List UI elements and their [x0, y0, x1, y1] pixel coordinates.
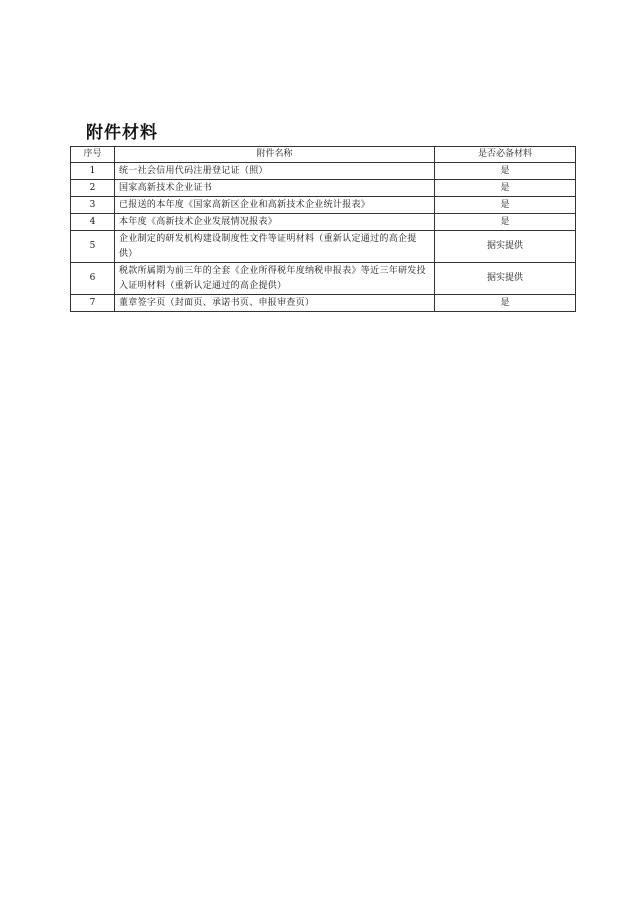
- row-no: 5: [71, 231, 115, 263]
- row-name: 董章签字页（封面页、承诺书页、申报审查页）: [115, 295, 435, 312]
- row-name: 统一社会信用代码注册登记证（照）: [115, 163, 435, 180]
- row-no: 6: [71, 263, 115, 295]
- row-required: 据实提供: [435, 231, 576, 263]
- row-name: 国家高新技术企业证书: [115, 180, 435, 197]
- table-row: [71, 163, 576, 180]
- table-row: [71, 197, 576, 214]
- row-required: 据实提供: [435, 263, 576, 295]
- row-required: 是: [435, 295, 576, 312]
- table-header-row: [71, 147, 576, 163]
- row-no: 7: [71, 295, 115, 312]
- attachments-table: [70, 146, 576, 312]
- table-row: [71, 214, 576, 231]
- row-required: 是: [435, 214, 576, 231]
- row-name: 企业制定的研发机构建设制度性文件等证明材料（重新认定通过的高企提供）: [115, 231, 435, 263]
- row-name: 本年度《高新技术企业发展情况报表》: [115, 214, 435, 231]
- row-name: 税款所属期为前三年的全套《企业所得税年度纳税申报表》等近三年研发投入证明材料（重新认定通过的高企提供）: [115, 263, 435, 295]
- row-no: 3: [71, 197, 115, 214]
- header-name: 附件名称: [115, 147, 435, 163]
- table-row: [71, 231, 576, 263]
- row-no: 1: [71, 163, 115, 180]
- table-row: [71, 180, 576, 197]
- header-required: 是否必备材料: [435, 147, 576, 163]
- row-no: 2: [71, 180, 115, 197]
- row-required: 是: [435, 163, 576, 180]
- row-no: 4: [71, 214, 115, 231]
- table-row: [71, 263, 576, 295]
- header-no: 序号: [71, 147, 115, 163]
- row-name: 已报送的本年度《国家高新区企业和高新技术企业统计报表》: [115, 197, 435, 214]
- table-row: [71, 295, 576, 312]
- row-required: 是: [435, 180, 576, 197]
- section-title: 附件材料: [86, 123, 158, 143]
- row-required: 是: [435, 197, 576, 214]
